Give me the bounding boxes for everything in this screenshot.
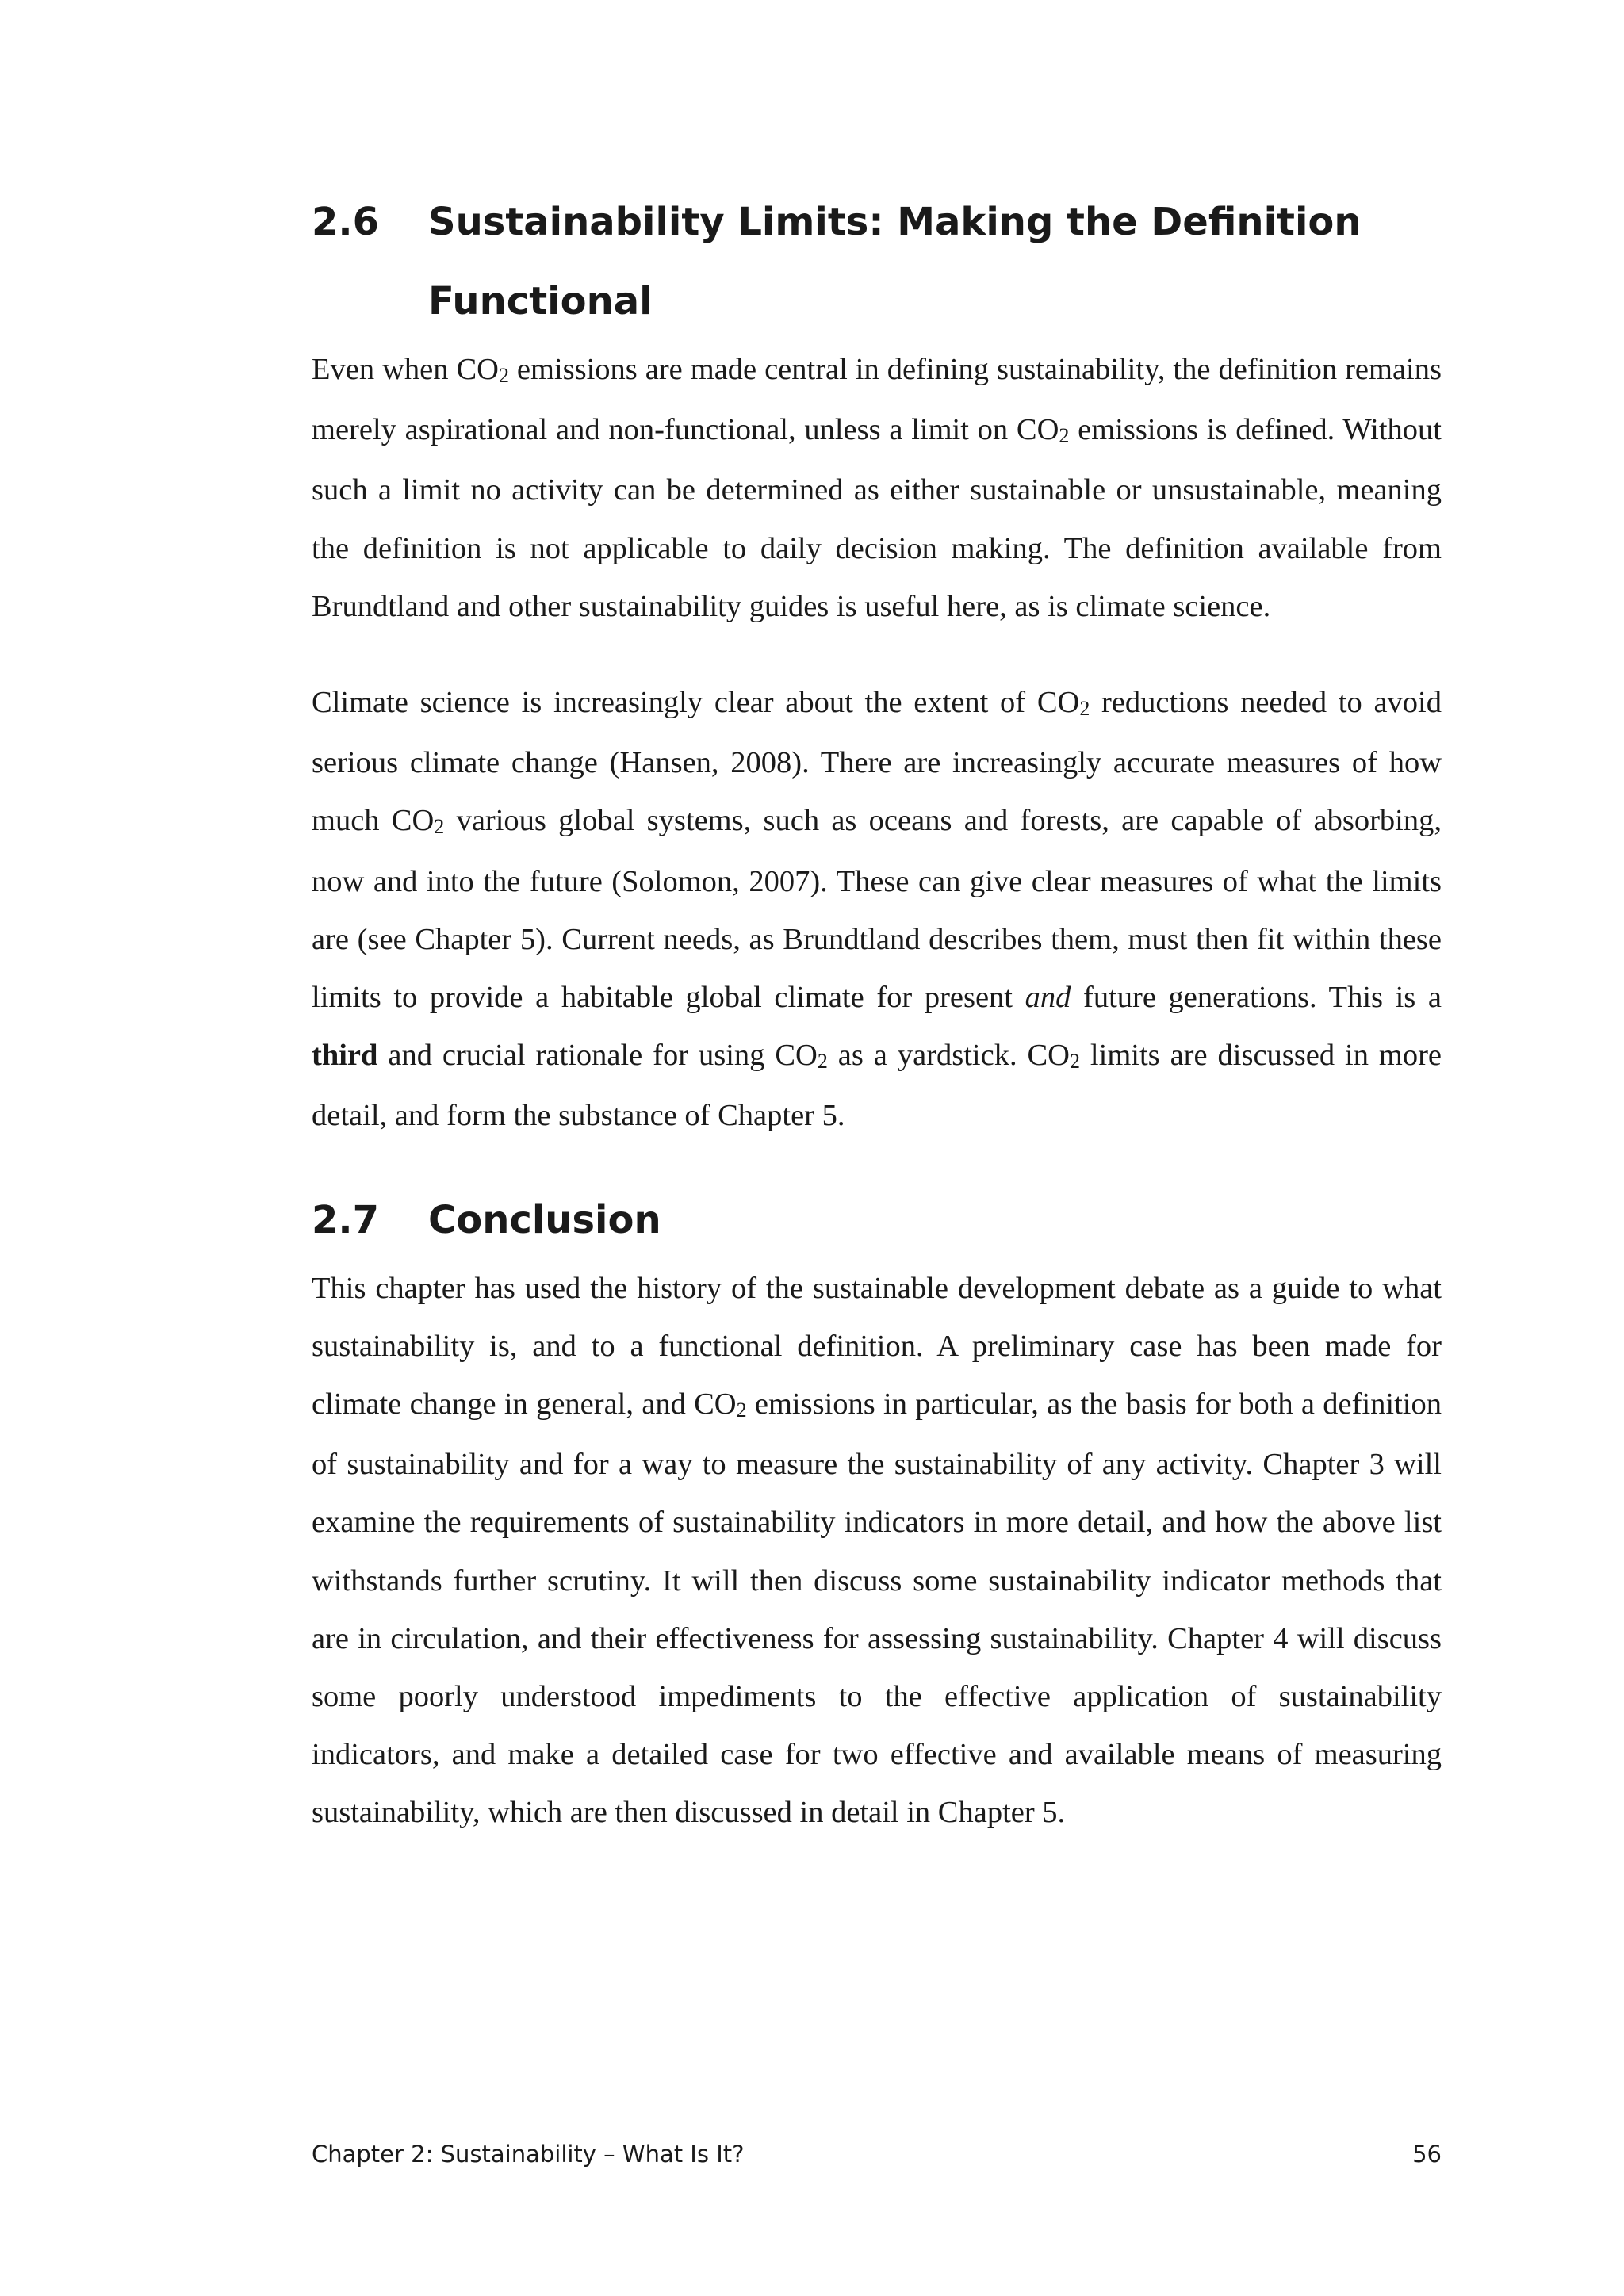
paragraph-limits-intro: Even when $CO_2$ emissions are made central in defining sustainability, the definition remains merely aspirational and non-functional, unless a limit on $CO_2$ emissions is defined. Without such a limit no activity can be determined as either sustainable or unsustainable, meaning the definition is not applicable to daily decision making. The definition available from Brundtland and other sustainability guides is useful here, as is climate science. — [312, 353, 1442, 623]
page-footer — [312, 2141, 1442, 2168]
section-title: Sustainability Limits: Making the Definition Functional — [428, 200, 1362, 323]
section-heading-2-6 — [312, 182, 1442, 341]
paragraph-climate-science: Climate science is increasingly clear about the extent of $CO_2$ reductions needed to avoid serious climate change (Hansen, 2008). There are increasingly accurate measures of how much $CO_2$ various global systems, such as oceans and forests, are capable of absorbing, now and into the future (Solomon, 2007). These can give clear measures of what the limits are (see Chapter 5). Current needs, as Brundtland describes them, must then fit within these limits to provide a habitable global climate for present and future generations. This is a third and crucial rationale for using $CO_2$ as a yardstick. $CO_2$ limits are discussed in more detail, and form the substance of Chapter 5. — [312, 686, 1442, 1133]
section-number: 2.6 — [312, 200, 380, 244]
paragraph-conclusion: This chapter has used the history of the sustainable development debate as a guide to what sustainability is, and to a functional definition. A preliminary case has been made for climate change in general, and $CO_2$ emissions in particular, as the basis for both a definition of sustainability and for a way to measure the sustainability of any activity. Chapter 3 will examine the requirements of sustainability indicators in more detail, and how the above list withstands further scrutiny. It will then discuss some sustainability indicator methods that are in circulation, and their effectiveness for assessing sustainability. Chapter 4 will discuss some poorly understood impediments to the effective application of sustainability indicators, and make a detailed case for two effective and available means of measuring sustainability, which are then discussed in detail in Chapter 5. — [312, 1271, 1442, 1830]
section-title: Conclusion — [428, 1197, 661, 1242]
page-content — [312, 182, 1442, 1843]
section-number: 2.7 — [312, 1197, 380, 1242]
footer-page-number: 56 — [1412, 2141, 1442, 2168]
footer-chapter-title: Chapter 2: Sustainability – What Is It? — [312, 2141, 745, 2168]
section-heading-2-7 — [312, 1181, 1442, 1260]
